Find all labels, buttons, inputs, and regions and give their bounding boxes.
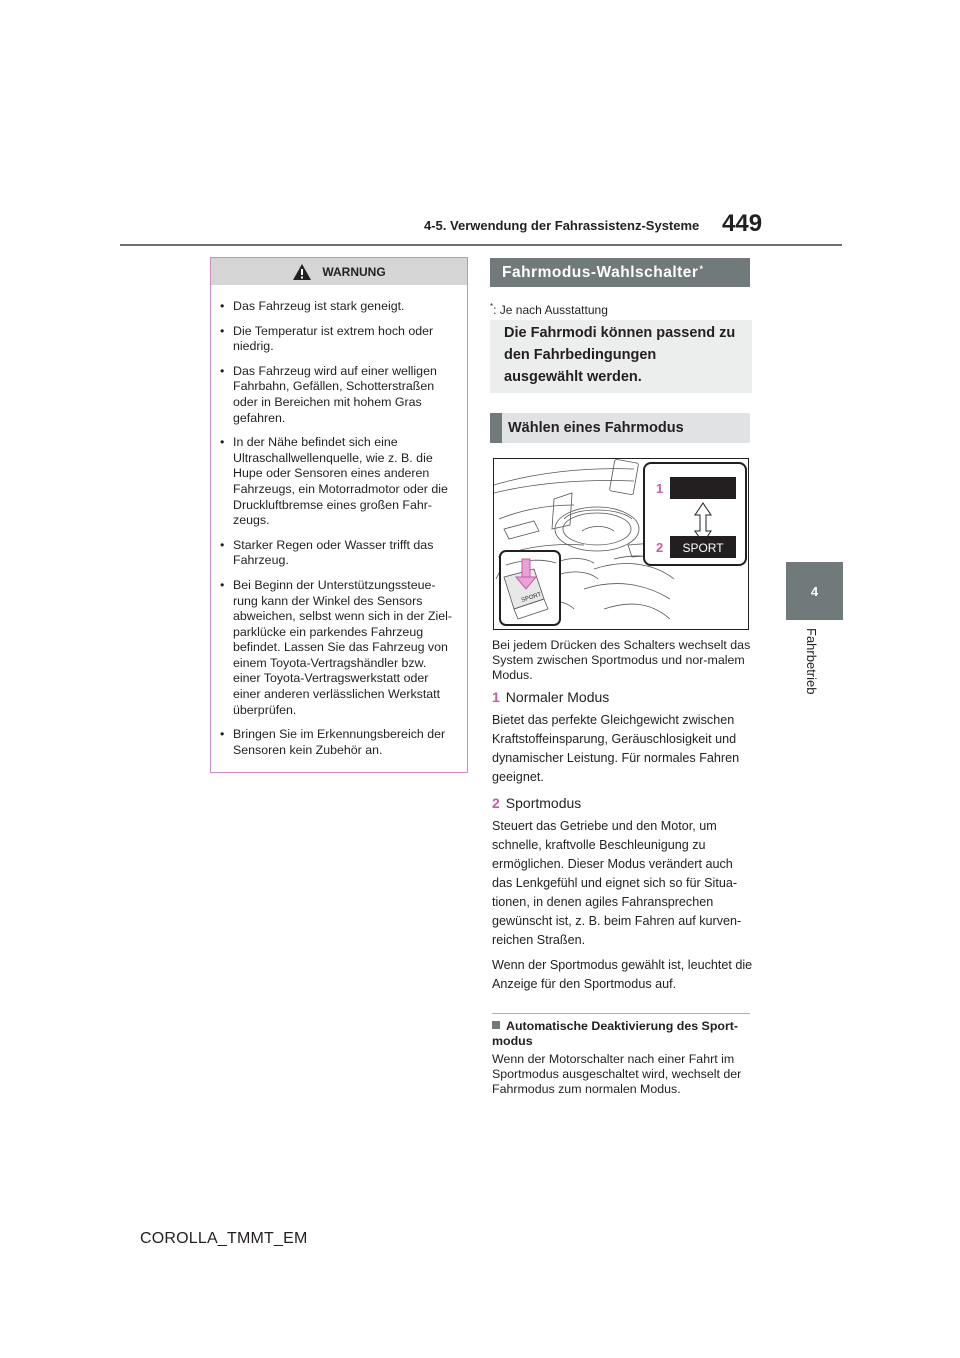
sub-heading	[490, 413, 750, 443]
separator	[492, 1013, 750, 1014]
section-heading-text: Fahrmodus-Wahlschalter	[502, 263, 699, 281]
warning-item: • Starker Regen oder Wasser trifft das Fahrzeug.	[219, 538, 457, 569]
warning-item: • In der Nähe befindet sich eine Ultraschallwellenquelle, wie z. B. die Hupe oder Sensoren eines anderen Fahrzeugs, ein Motorradmotor oder die Druckluftbremse eines großen Fahr-zeugs.	[219, 435, 457, 529]
section-title: 4-5. Verwendung der Fahrassistenz-Systeme	[424, 218, 700, 233]
cockpit-drawing	[494, 459, 748, 629]
sport-button-label: SPORT	[520, 591, 543, 604]
warning-item: • Bringen Sie im Erkennungsbereich der Sensoren kein Zubehör an.	[219, 727, 457, 758]
mode-text-sport: Steuert das Getriebe und den Motor, um schnelle, kraftvolle Beschleunigung zu ermöglichen. Dieser Modus verändert auch das Lenkgefühl und eignet sich so für Situa-tionen, in denen agiles Fahransprechen gewünscht ist, z. B. beim Fahren auf kurven-reichen Straßen.	[492, 819, 742, 947]
mode-item-normal	[492, 689, 609, 705]
callout-1: 1	[656, 481, 664, 496]
switch-description: Bei jedem Drücken des Schalters wechselt das System zwischen Sportmodus und nor-malem Modus.	[492, 638, 751, 683]
mode-text-normal: Bietet das perfekte Gleichgewicht zwischen Kraftstoffeinsparung, Geräuschlosigkeit und dynamischer Leistung. Für normales Fahren geeignet.	[492, 713, 740, 784]
warning-item: • Das Fahrzeug wird auf einer welligen Fahrbahn, Gefällen, Schotterstraßen oder in Bereichen mit hohem Gras gefahren.	[219, 364, 457, 426]
section-heading-mark: *	[699, 263, 704, 274]
drive-mode-illustration	[493, 458, 749, 630]
chapter-label	[786, 628, 843, 718]
footnote	[490, 302, 608, 317]
sub-heading-text: Wählen eines Fahrmodus	[508, 420, 684, 436]
callout-2: 2	[656, 540, 664, 555]
warning-list	[211, 285, 467, 758]
square-bullet-icon	[492, 1021, 500, 1029]
mode-number: 1	[492, 689, 500, 705]
normal-mode-indicator	[670, 477, 736, 499]
intro-box: Die Fahrmodi können passend zu den Fahrbedingungen ausgewählt werden.	[490, 320, 752, 393]
warning-title: WARNUNG	[322, 264, 386, 279]
sport-indicator-label: SPORT	[682, 541, 724, 555]
document-code: COROLLA_TMMT_EM	[140, 1230, 308, 1247]
chapter-tab[interactable]: 4	[786, 562, 843, 620]
mode-title: Sportmodus	[505, 795, 582, 811]
header-rule	[120, 244, 842, 246]
auto-heading-text: Automatische Deaktivierung des Sport-modus	[492, 1019, 739, 1048]
section-heading	[490, 258, 750, 287]
warning-item: • Die Temperatur ist extrem hoch oder niedrig.	[219, 324, 457, 355]
auto-deactivation-heading	[492, 1019, 754, 1048]
warning-box	[210, 257, 468, 773]
mode-number: 2	[492, 795, 500, 811]
footnote-text: : Je nach Ausstattung	[493, 303, 608, 317]
warning-item: • Bei Beginn der Unterstützungssteue-rung kann der Winkel des Sensors abweichen, selbst wenn sich in der Ziel-parklücke ein parkendes Fahrzeug befindet. Lassen Sie das Fahrzeug von einem Toyota-Vertragshändler bzw. einer Toyota-Vertragswerkstatt oder einer anderen verlässlichen Werkstatt überprüfen.	[219, 578, 457, 718]
mode-title: Normaler Modus	[505, 689, 610, 705]
auto-deactivation-text: Wenn der Motorschalter nach einer Fahrt im Sportmodus ausgeschaltet wird, wechselt der Fahrmodus zum normalen Modus.	[492, 1052, 742, 1097]
chapter-label-text: Fahrbetrieb	[803, 628, 819, 695]
mode-text-sport-indicator: Wenn der Sportmodus gewählt ist, leuchtet die Anzeige für den Sportmodus auf.	[492, 958, 753, 991]
footnote-mark: *	[490, 302, 494, 311]
warning-item: • Das Fahrzeug ist stark geneigt.	[219, 299, 457, 315]
mode-item-sport	[492, 795, 581, 811]
page-number: 449	[722, 210, 763, 237]
warning-icon	[292, 263, 312, 281]
warning-header	[211, 258, 467, 285]
